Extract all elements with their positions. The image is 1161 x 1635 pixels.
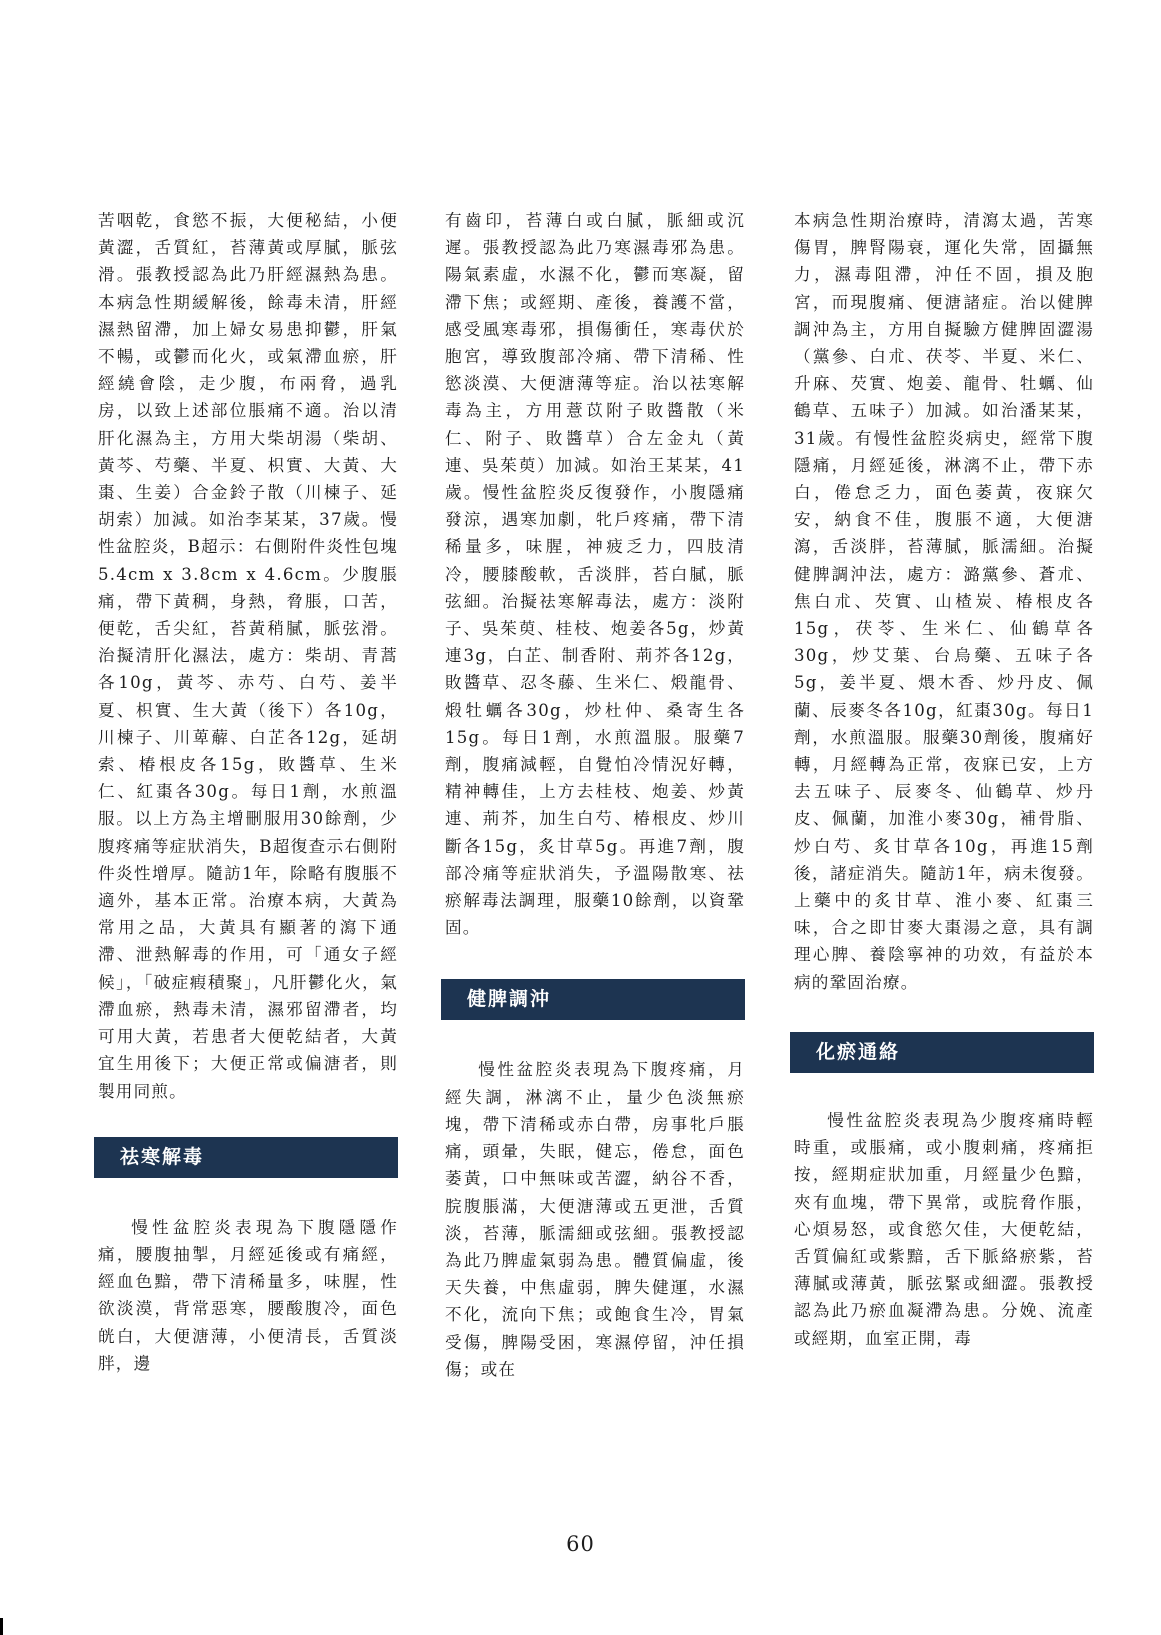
page-number: 60 bbox=[566, 1532, 595, 1556]
text-column-right bbox=[794, 207, 1094, 1352]
section-header-dispel-cold: 祛寒解毒 bbox=[94, 1137, 398, 1178]
scan-edge-mark bbox=[0, 1618, 3, 1635]
text-column-middle bbox=[445, 207, 745, 1383]
section-header-resolve-stasis: 化瘀通絡 bbox=[790, 1032, 1094, 1073]
paragraph-spleen-case: 本病急性期治療時，清瀉太過，苦寒傷胃，脾腎陽衰，運化失常，固攝無力，濕毒阻滯，沖任不固，損及胞宮，而現腹痛、便溏諸症。治以健脾調沖為主，方用自擬驗方健脾固澀湯（黨參、白朮、茯苓、半夏、米仁、升麻、芡實、炮姜、龍骨、牡蠣、仙鶴草、五味子）加減。如治潘某某，31歲。有慢性盆腔炎病史，經常下腹隱痛，月經延後，淋漓不止，帶下赤白，倦怠乏力，面色萎黃，夜寐欠安，納食不佳，腹脹不適，大便溏瀉，舌淡胖，苔薄膩，脈濡細。治擬健脾調沖法，處方：潞黨參、蒼朮、焦白朮、芡實、山楂炭、椿根皮各15g，茯苓、生米仁、仙鶴草各30g，炒艾葉、台烏藥、五味子各5g，姜半夏、煨木香、炒丹皮、佩蘭、辰麥冬各10g，紅棗30g。每日1劑，水煎溫服。服藥30劑後，腹痛好轉，月經轉為正常，夜寐已安，上方去五味子、辰麥冬、仙鶴草、炒丹皮、佩蘭，加淮小麥30g，補骨脂、炒白芍、炙甘草各10g，再進15劑後，諸症消失。隨訪1年，病未復發。上藥中的炙甘草、淮小麥、紅棗三味，合之即甘麥大棗湯之意，具有調理心脾、養陰寧神的功效，有益於本病的鞏固治療。 bbox=[794, 211, 1094, 992]
paragraph-cold-dampness: 有齒印，苔薄白或白膩，脈細或沉遲。張教授認為此乃寒濕毒邪為患。陽氣素虛，水濕不化，鬱而寒凝，留滯下焦；或經期、產後，養護不當，感受風寒毒邪，損傷衝任，寒毒伏於胞宮，導致腹部冷痛、帶下清稀、性慾淡漠、大便溏薄等症。治以祛寒解毒為主，方用薏苡附子敗醬散（米仁、附子、敗醬草）合左金丸（黃連、吳茱萸）加減。如治王某某，41歲。慢性盆腔炎反復發作，小腹隱痛發涼，遇寒加劇，牝戶疼痛，帶下清稀量多，味腥，神疲乏力，四肢清冷，腰膝酸軟，舌淡胖，苔白膩，脈弦細。治擬祛寒解毒法，處方：淡附子、吳茱萸、桂枝、炮姜各5g，炒黃連3g，白芷、制香附、荊芥各12g，敗醬草、忍冬藤、生米仁、煅龍骨、煅牡蠣各30g，炒杜仲、桑寄生各15g。每日1劑，水煎溫服。服藥7劑，腹痛減輕，自覺怕冷情況好轉，精神轉佳，上方去桂枝、炮姜、炒黃連、荊芥，加生白芍、椿根皮、炒川斷各15g，炙甘草5g。再進7劑，腹部冷痛等症狀消失，予溫陽散寒、祛瘀解毒法調理，服藥10餘劑，以資鞏固。 bbox=[445, 211, 745, 938]
paragraph-dispel-cold-intro: 慢性盆腔炎表現為下腹隱隱作痛，腰腹抽掣，月經延後或有痛經，經血色黯，帶下清稀量多，味腥，性欲淡漠，背常惡寒，腰酸腹冷，面色㿠白，大便溏薄，小便清長，舌質淡胖，邊 bbox=[98, 1217, 398, 1373]
text-column-left bbox=[98, 207, 398, 1377]
section-header-strengthen-spleen: 健脾調沖 bbox=[441, 979, 745, 1020]
paragraph-strengthen-spleen-intro: 慢性盆腔炎表現為下腹疼痛，月經失調，淋漓不止，量少色淡無瘀塊，帶下清稀或赤白帶，房事牝戶脹痛，頭暈，失眠，健忘，倦怠，面色萎黃，口中無味或苦澀，納谷不香，脘腹脹滿，大便溏薄或五更泄，舌質淡，苔薄，脈濡細或弦細。張教授認為此乃脾虛氣弱為患。體質偏虛，後天失養，中焦虛弱，脾失健運，水濕不化，流向下焦；或飽食生冷，胃氣受傷，脾陽受困，寒濕停留，沖任損傷；或在 bbox=[445, 1060, 745, 1379]
paragraph-liver-dampness: 苦咽乾，食慾不振，大便秘結，小便黃澀，舌質紅，苔薄黃或厚膩，脈弦滑。張教授認為此乃肝經濕熱為患。本病急性期緩解後，餘毒未清，肝經濕熱留滯，加上婦女易患抑鬱，肝氣不暢，或鬱而化火，或氣滯血瘀，肝經繞會陰，走少腹，布兩脅，過乳房，以致上述部位脹痛不適。治以清肝化濕為主，方用大柴胡湯（柴胡、黃芩、芍藥、半夏、枳實、大黃、大棗、生姜）合金鈴子散（川楝子、延胡索）加減。如治李某某，37歲。慢性盆腔炎，B超示：右側附件炎性包塊5.4cm x 3.8cm x 4.6cm。少腹脹痛，帶下黃稠，身熱，脅脹，口苦，便乾，舌尖紅，苔黃稍膩，脈弦滑。治擬清肝化濕法，處方：柴胡、青蒿各10g，黃芩、赤芍、白芍、姜半夏、枳實、生大黃（後下）各10g，川楝子、川萆薢、白芷各12g，延胡索、椿根皮各15g，敗醬草、生米仁、紅棗各30g。每日1劑，水煎溫服。以上方為主增刪服用30餘劑，少腹疼痛等症狀消失，B超復查示右側附件炎性增厚。隨訪1年，除略有腹脹不適外，基本正常。治療本病，大黃為常用之品，大黃具有顯著的瀉下通滯、泄熱解毒的作用，可「通女子經候」，「破症瘕積聚」，凡肝鬱化火，氣滯血瘀，熱毒未清，濕邪留滯者，均可用大黃，若患者大便乾結者，大黃宜生用後下；大便正常或偏溏者，則製用同煎。 bbox=[98, 211, 398, 1101]
paragraph-resolve-stasis-intro: 慢性盆腔炎表現為少腹疼痛時輕時重，或脹痛，或小腹刺痛，疼痛拒按，經期症狀加重，月經量少色黯，夾有血塊，帶下異常，或脘脅作脹，心煩易怒，或食慾欠佳，大便乾結，舌質偏紅或紫黯，舌下脈絡瘀紫，苔薄膩或薄黃，脈弦緊或細澀。張教授認為此乃瘀血凝滯為患。分娩、流產或經期，血室正開，毒 bbox=[794, 1110, 1094, 1348]
